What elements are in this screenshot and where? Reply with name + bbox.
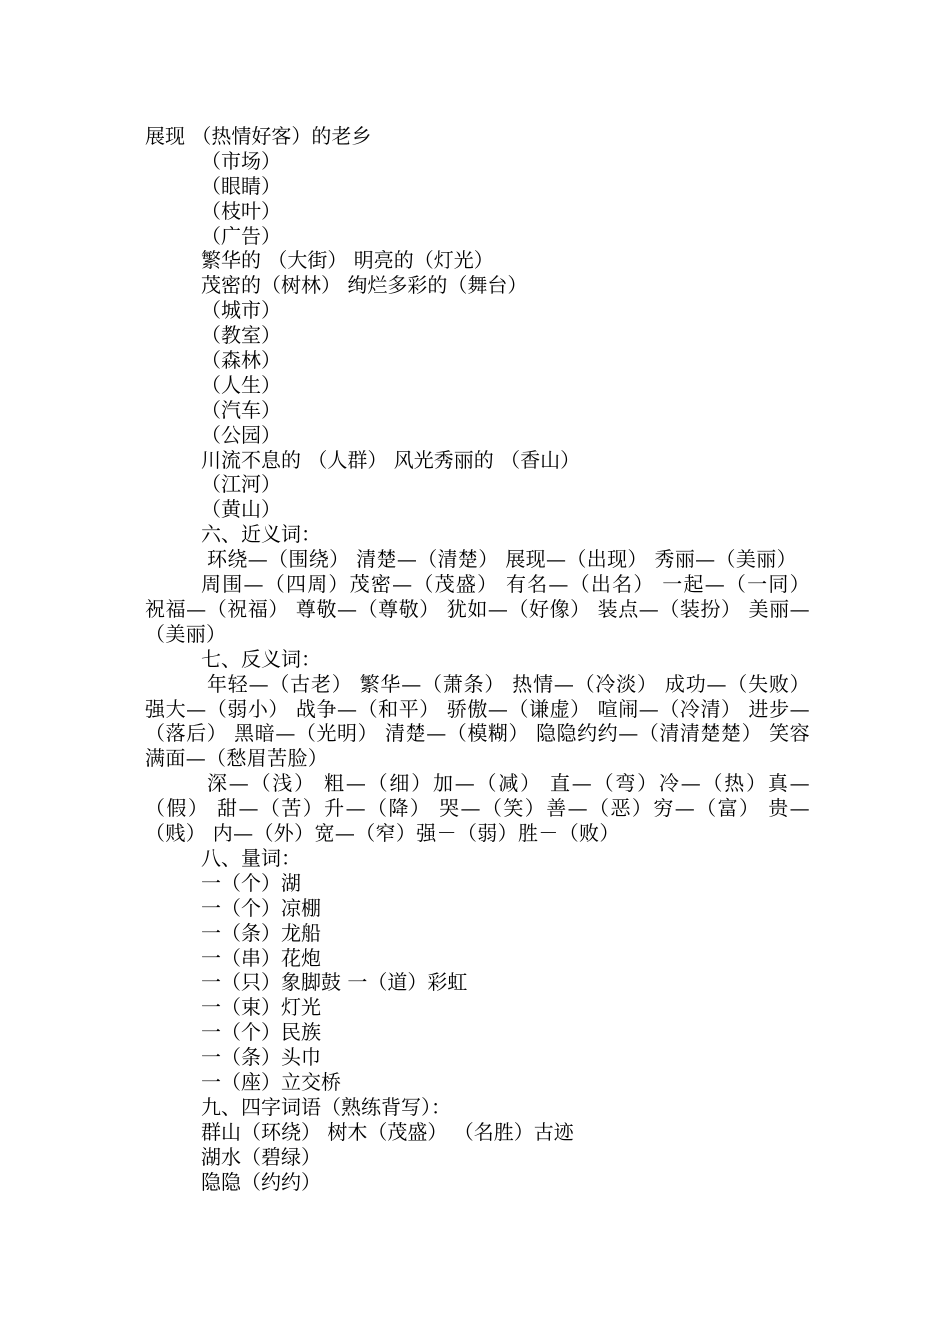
antonyms-paragraph-1: 年轻—（古老） 繁华—（萧条） 热情—（冷淡） 成功—（失败） 强大—（弱小） 战争—（和平） 骄傲—（谦虚） 喧闹—（冷清） 进步—（落后） 黑暗—（光明） 清楚—（模糊） 隐隐约约—（清清楚楚） 笑容满面—（愁眉苦脸） (145, 671, 817, 771)
list-item: 一（个）民族 (201, 1020, 321, 1045)
text-line: 繁华的 （大街） 明亮的（灯光） (201, 248, 494, 273)
list-item: 湖水（碧绿） (201, 1144, 321, 1169)
text-line: （汽车） (201, 397, 281, 422)
text-line: 茂密的（树林） 绚烂多彩的（舞台） (201, 273, 528, 298)
antonyms-paragraph-2: 深—（浅） 粗—（细）加—（减） 直—（弯）冷—（热）真—（假） 甜—（苦）升—（降） 哭—（笑）善—（恶）穷—（富） 贵—（贱） 内—（外）宽—（窄）强－（弱）胜－（败） (145, 771, 810, 846)
list-item: 一（束）灯光 (201, 995, 321, 1020)
text-line: （枝叶） (201, 198, 281, 223)
list-item: 一（个）凉棚 (201, 895, 321, 920)
text-line: （市场） (201, 148, 281, 173)
list-item: 一（只）象脚鼓 一（道）彩虹 (201, 970, 468, 995)
text-line: 川流不息的 （人群） 风光秀丽的 （香山） (201, 447, 581, 472)
list-item: 隐隐（约约） (201, 1169, 321, 1194)
list-item: 一（个）湖 (201, 870, 301, 895)
list-item: 一（条）头巾 (201, 1045, 321, 1070)
synonyms-paragraph-2: 周围—（四周）茂密—（茂盛） 有名—（出名） 一起—（一同） 祝福—（祝福） 尊敬—（尊敬） 犹如—（好像） 装点—（装扮） 美丽—（美丽） (145, 572, 817, 646)
text-line: （黄山） (201, 497, 281, 522)
section-heading-synonyms: 六、近义词： (201, 522, 321, 547)
list-item: 一（座）立交桥 (201, 1070, 341, 1095)
section-heading-antonyms: 七、反义词： (201, 646, 321, 671)
document-body (145, 124, 817, 1194)
text-line: （眼睛） (201, 173, 281, 198)
list-item: 一（串）花炮 (201, 945, 321, 970)
text-line: （广告） (201, 223, 281, 248)
text-line: 展现 （热情好客）的老乡 (145, 124, 372, 148)
list-item: 一（条）龙船 (201, 920, 321, 945)
section-heading-four-character-phrases: 九、四字词语（熟练背写）： (201, 1094, 451, 1119)
text-line: （公园） (201, 422, 281, 447)
text-line: （森林） (201, 348, 281, 373)
synonyms-paragraph-1: 环绕—（围绕） 清楚—（清楚） 展现—（出现） 秀丽—（美丽） (207, 547, 797, 572)
list-item: 群山（环绕） 树木（茂盛） （名胜）古迹 (201, 1119, 574, 1144)
section-heading-measure-words: 八、量词： (201, 846, 301, 870)
text-line: （城市） (201, 298, 281, 323)
text-line: （人生） (201, 372, 281, 397)
text-line: （教室） (201, 323, 281, 348)
text-line: （江河） (201, 472, 281, 497)
